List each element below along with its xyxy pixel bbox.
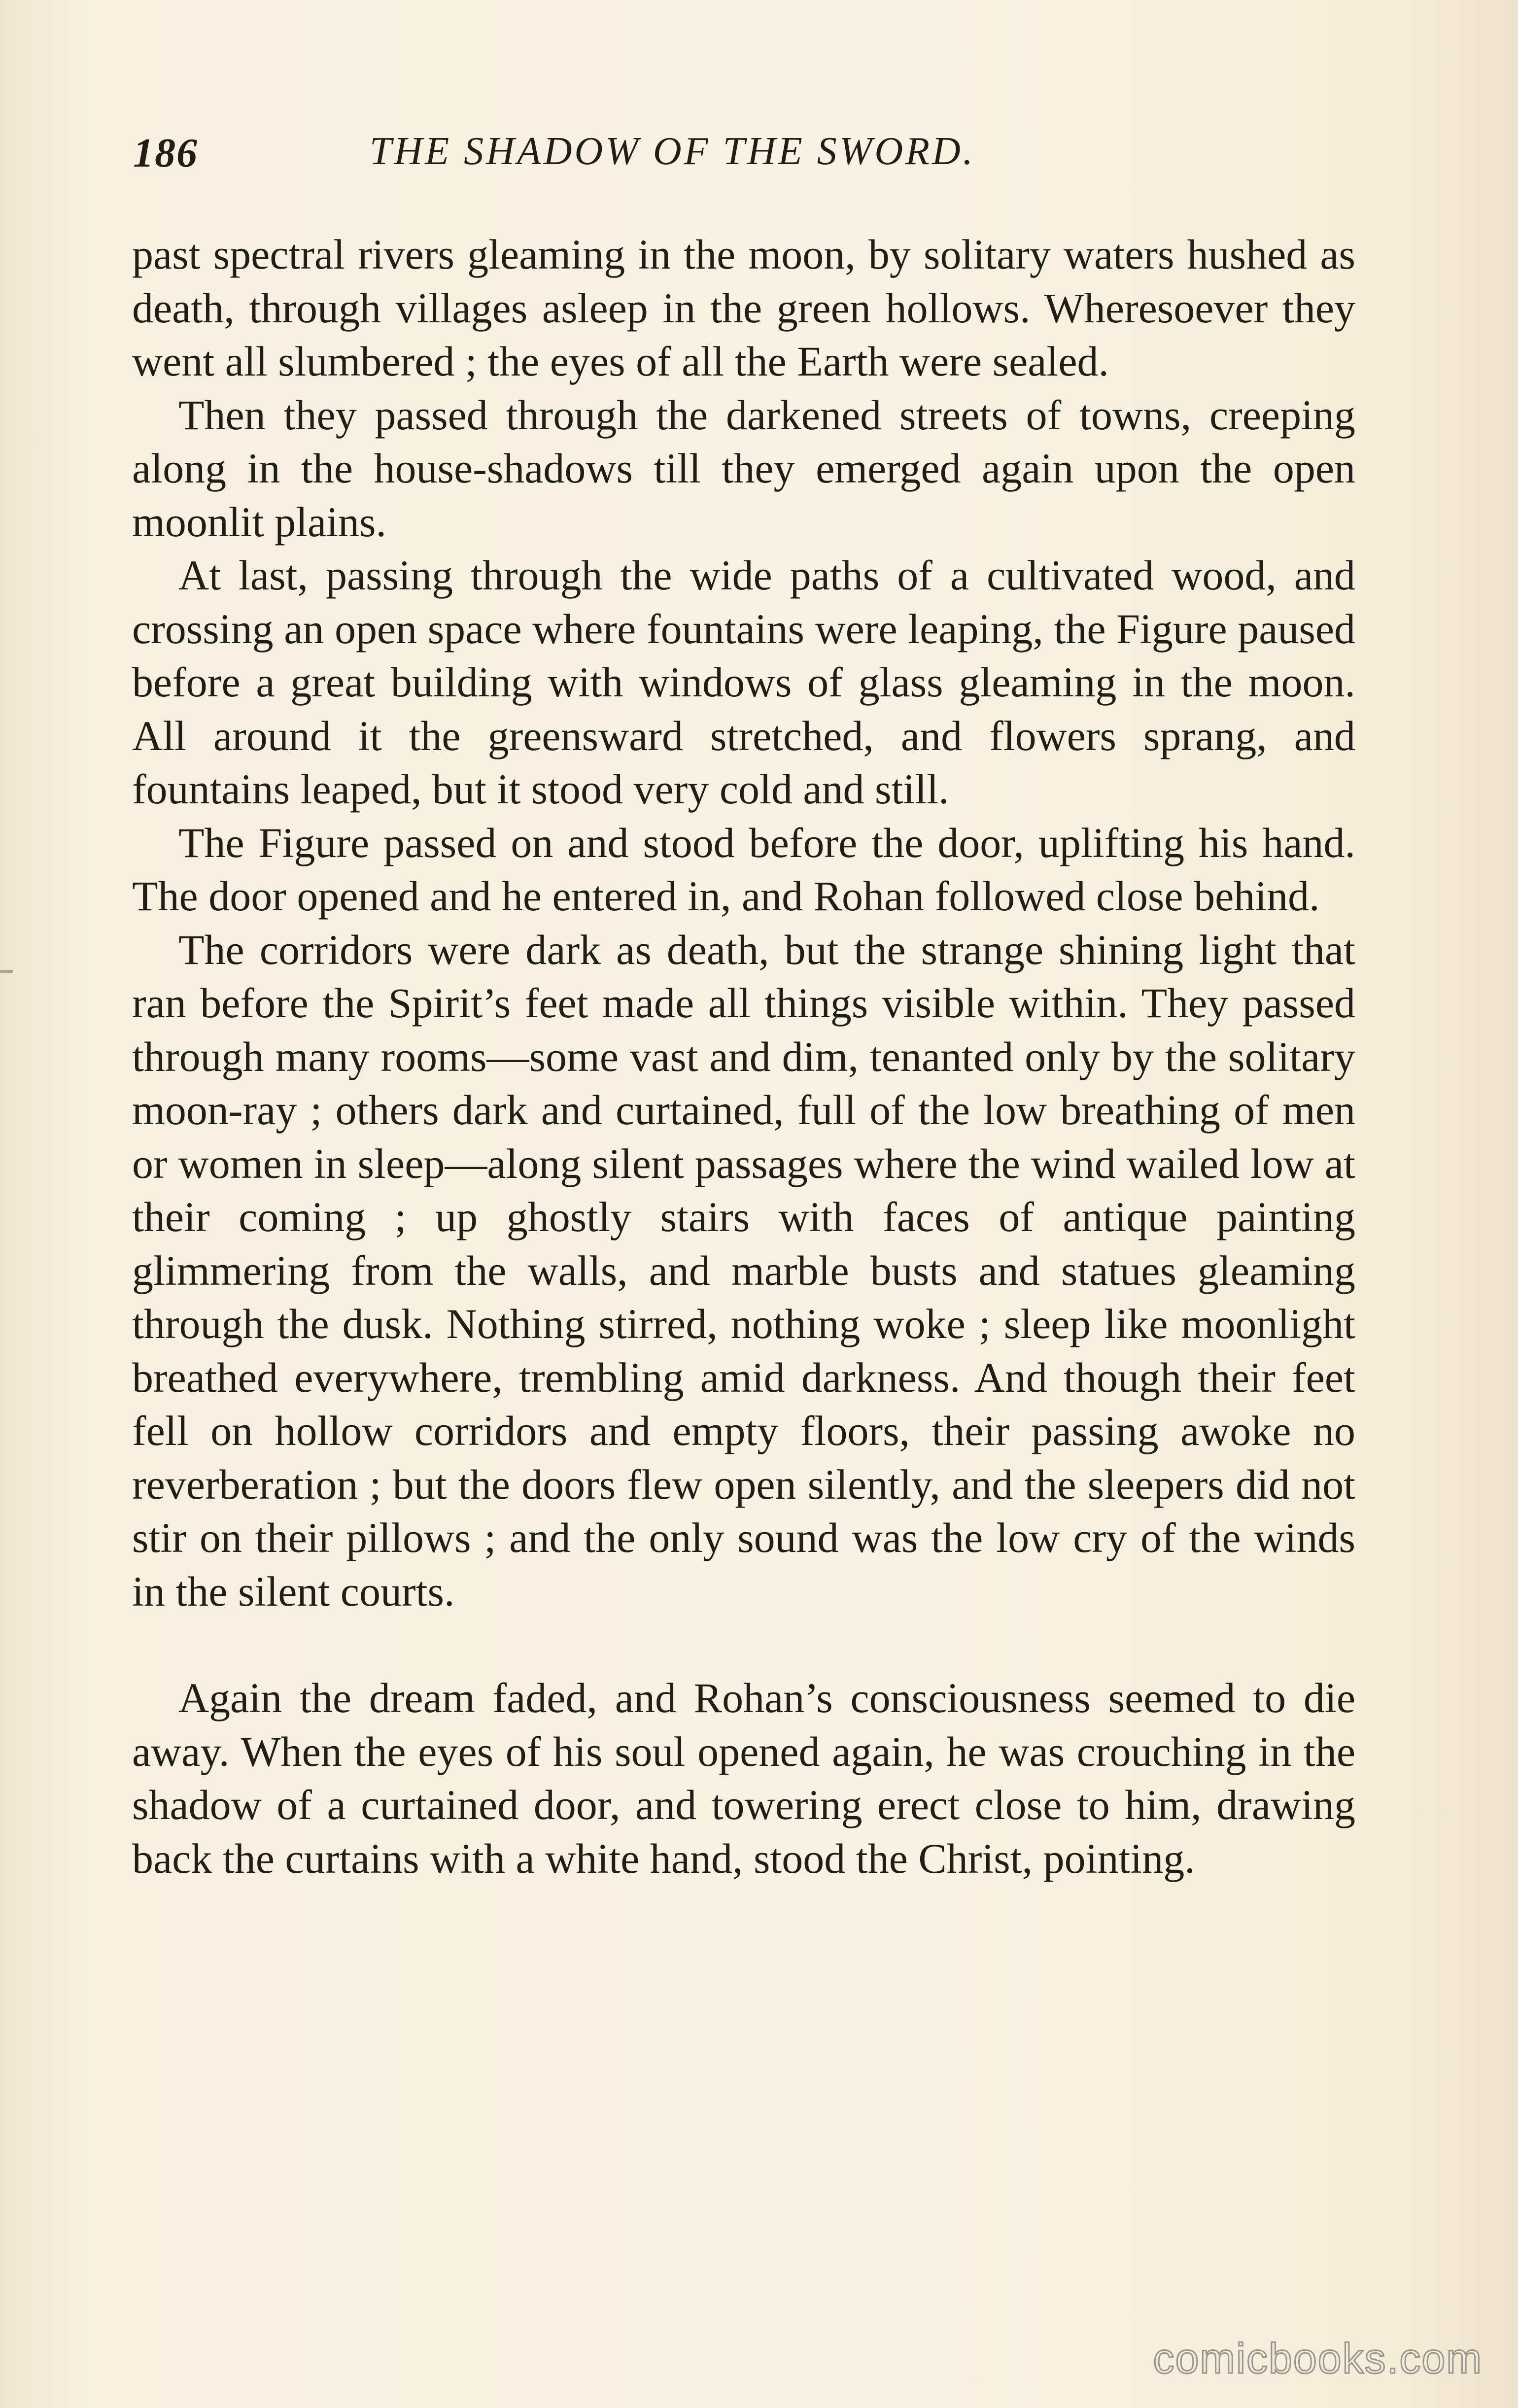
- body-text: [132, 228, 1355, 1885]
- page-number: 186: [133, 130, 198, 176]
- paragraph-5: The corridors were dark as death, but the strange shining light that ran before the Spirit’s feet made all things visible within. They passed through many rooms—some vast and dim, tenanted only by the solitary moon-ray ; others dark and curtained, full of the low breathing of men or women in sleep—along silent passages where the wind wailed low at their coming ; up ghostly stairs with faces of antique painting glimmering from the walls, and marble busts and statues gleaming through the dusk. Nothing stirred, nothing woke ; sleep like moonlight breathed everywhere, trembling amid darkness. And though their feet fell on hollow corridors and empty floors, their passing awoke no reverberation ; but the doors flew open silently, and the sleepers did not stir on their pillows ; and the only sound was the low cry of the winds in the silent courts.: [132, 926, 1355, 1615]
- paragraph-3: At last, passing through the wide paths of a cultivated wood, and crossing an open space where fountains were leaping, the Figure paused before a great building with windows of glass gleaming in the moon. All around it the greensward stretched, and flowers sprang, and fountains leaped, but it stood very cold and still.: [132, 551, 1355, 813]
- running-head: [133, 129, 1355, 183]
- paragraph-4: The Figure passed on and stood before the door, uplifting his hand. The door opened and he entered in, and Rohan followed close behind.: [132, 819, 1355, 920]
- watermark: comicbooks.com: [1153, 2335, 1483, 2382]
- page-edge-mark: [0, 970, 13, 973]
- book-title: THE SHADOW OF THE SWORD.: [370, 130, 975, 173]
- paragraph-6: Again the dream faded, and Rohan’s consciousness seemed to die away. When the eyes of his soul opened again, he was crouching in the shadow of a curtained door, and towering erect close to him, drawing back the curtains with a white hand, stood the Christ, pointing.: [132, 1674, 1355, 1882]
- paragraph-1: past spectral rivers gleaming in the moon, by solitary waters hushed as death, through villages asleep in the green hollows. Wheresoever they went all slumbered ; the eyes of all the Earth were sealed.: [132, 231, 1355, 385]
- paragraph-2: Then they passed through the darkened streets of towns, creeping along in the house-shadows till they emerged again upon the open moonlit plains.: [132, 391, 1355, 546]
